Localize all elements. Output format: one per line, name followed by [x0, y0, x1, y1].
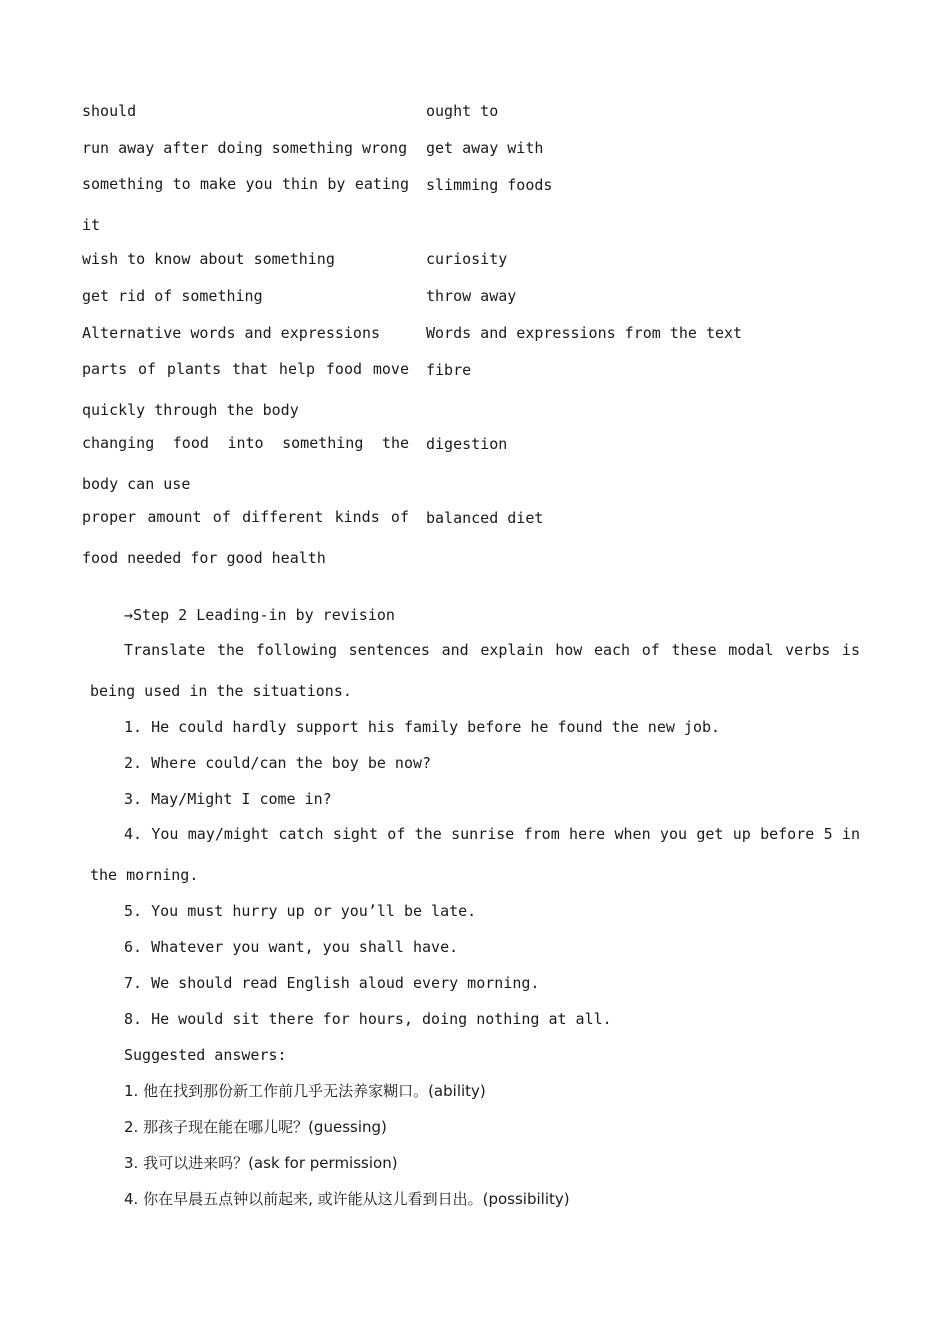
vocab-alternative: something to make you thin by eating it: [82, 175, 409, 234]
vocab-from-text: ought to: [426, 102, 499, 120]
vocab-alternative: run away after doing something wrong: [82, 139, 408, 157]
vocab-alternative: wish to know about something: [82, 250, 335, 268]
sentence-item: 4. You may/might catch sight of the sunrise from here when you get up before 5 in the morning.: [90, 825, 860, 884]
answer-item: 1. 他在找到那份新工作前几乎无法养家糊口。(ability): [124, 1082, 486, 1100]
sentence-item: 2. Where could/can the boy be now?: [124, 754, 432, 772]
vocab-row: [82, 433, 782, 495]
vocab-header-from-text: Words and expressions from the text: [426, 324, 743, 342]
step-section: [90, 604, 860, 1224]
sentence-item: 8. He would sit there for hours, doing nothing at all.: [124, 1010, 612, 1028]
vocab-row: [82, 248, 782, 270]
sentence-item: 7. We should read English aloud every morning.: [124, 974, 540, 992]
vocab-from-text: curiosity: [426, 250, 508, 268]
step-instruction: Translate the following sentences and explain how each of these modal verbs is being used in the situations.: [90, 641, 860, 700]
sentence-item: 1. He could hardly support his family before he found the new job.: [124, 718, 721, 736]
vocab-row: [82, 359, 782, 421]
vocab-alternative: get rid of something: [82, 287, 263, 305]
answers-label: Suggested answers:: [124, 1046, 287, 1064]
vocab-from-text: get away with: [426, 139, 544, 157]
vocab-header-alternative: Alternative words and expressions: [82, 324, 381, 342]
vocab-from-text: digestion: [426, 435, 508, 453]
vocab-alternative: should: [82, 102, 137, 120]
vocab-header-row: [82, 322, 782, 344]
vocab-row: [82, 100, 782, 122]
sentence-item: 3. May/Might I come in?: [124, 790, 332, 808]
answer-item: 3. 我可以进来吗？(ask for permission): [124, 1154, 398, 1172]
answer-item: 4. 你在早晨五点钟以前起来, 或许能从这儿看到日出。(possibility): [124, 1190, 570, 1208]
vocab-from-text: throw away: [426, 287, 517, 305]
vocab-row: [82, 285, 782, 307]
vocabulary-table: [82, 100, 782, 584]
vocab-row: [82, 174, 782, 236]
vocab-alternative: changing food into something the body can use: [82, 434, 409, 493]
vocab-row: [82, 137, 782, 159]
sentence-item: 6. Whatever you want, you shall have.: [124, 938, 459, 956]
step-heading: →Step 2 Leading-in by revision: [124, 606, 395, 624]
vocab-alternative: proper amount of different kinds of food needed for good health: [82, 508, 409, 567]
vocab-from-text: slimming foods: [426, 176, 553, 194]
vocab-from-text: balanced diet: [426, 509, 544, 527]
answer-item: 2. 那孩子现在能在哪儿呢？(guessing): [124, 1118, 387, 1136]
vocab-row: [82, 507, 782, 569]
sentence-item: 5. You must hurry up or you’ll be late.: [124, 902, 477, 920]
vocab-from-text: fibre: [426, 361, 472, 379]
vocab-alternative: parts of plants that help food move quickly through the body: [82, 360, 409, 419]
